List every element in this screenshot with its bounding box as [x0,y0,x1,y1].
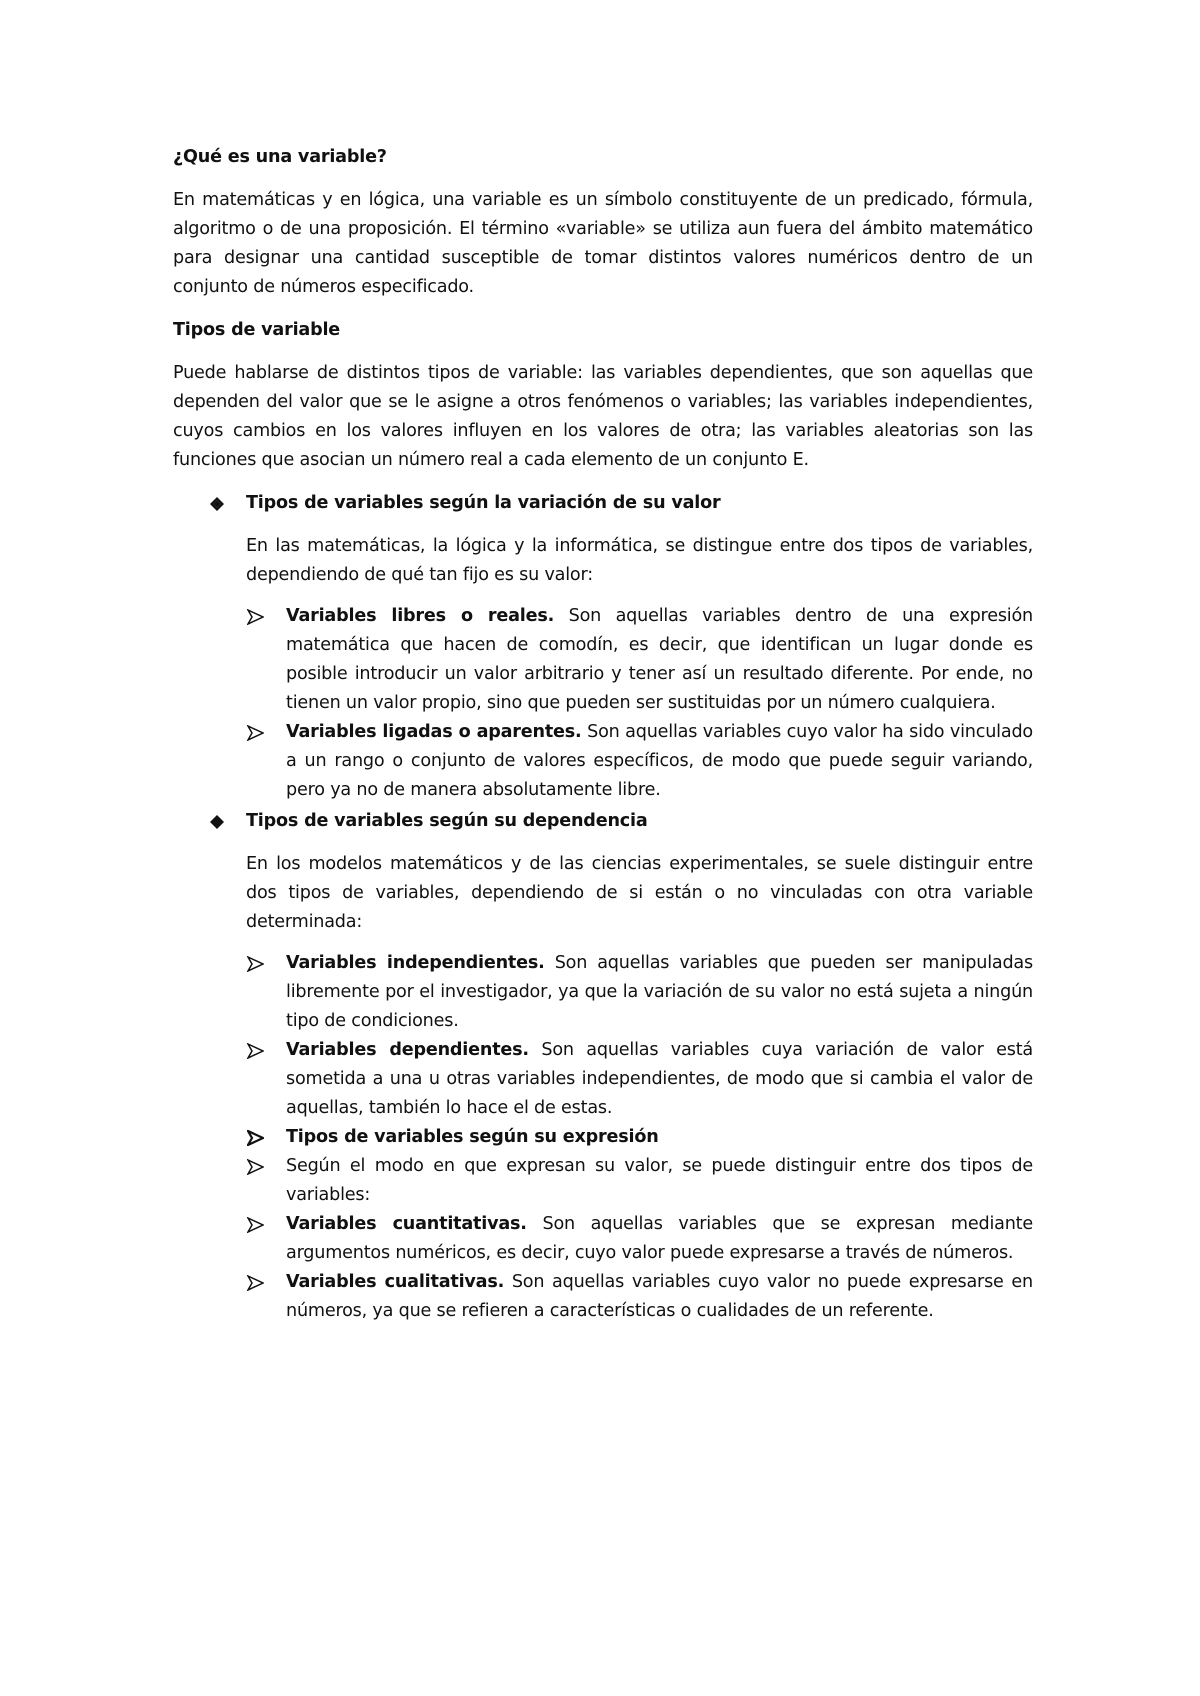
list-item [246,949,1033,1036]
item-text: Son aquellas variables cuya variación de valor está sometida a una u otras variables independientes, de modo que si cambia el valor de aquellas, también lo hace el de estas. [286,1040,1033,1118]
item-term: Variables independientes. [286,953,545,973]
item-term: Variables ligadas o aparentes. [286,722,582,742]
list-item [246,1268,1033,1326]
arrow-bullet-icon [247,725,264,741]
list-item [246,1152,1033,1210]
list-item [246,718,1033,805]
item-term: Variables cualitativas. [286,1272,505,1292]
item-text: Son aquellas variables dentro de una expresión matemática que hacen de comodín, es decir, que identifican un lugar donde es posible introducir un valor arbitrario y tener así un resultado diferente. Por ende, no tienen un valor propio, sino que pueden ser sustituidas por un número cualquiera. [286,606,1033,713]
types-heading: Tipos de variable [173,320,341,340]
arrow-bullet-icon [247,1275,264,1291]
arrow-bullet-icon [247,1130,264,1146]
section-title: Tipos de variables según la variación de su valor [173,489,1033,518]
arrow-bullet-icon [247,956,264,972]
section-title: Tipos de variables según su dependencia [173,807,1033,836]
section-variation [173,489,1033,805]
types-intro-paragraph: Puede hablarse de distintos tipos de variable: las variables dependientes, que son aquellas que dependen del valor que se le asigne a otros fenómenos o variables; las variables independientes, cuyos cambios en los valores influyen en los valores de otra; las variables aleatorias son las funciones que asocian un número real a cada elemento de un conjunto E. [173,363,1033,470]
intro-paragraph: En matemáticas y en lógica, una variable es un símbolo constituyente de un predicado, fórmula, algoritmo o de una proposición. El término «variable» se utiliza aun fuera del ámbito matemático para designar una cantidad susceptible de tomar distintos valores numéricos dentro de un conjunto de números especificado. [173,190,1033,297]
arrow-bullet-icon [247,1159,264,1175]
item-text: Son aquellas variables que se expresan mediante argumentos numéricos, es decir, cuyo valor puede expresarse a través de números. [286,1214,1033,1263]
arrow-bullet-icon [247,1217,264,1233]
list-item [246,602,1033,718]
bullet-list [246,602,1033,805]
arrow-bullet-icon [247,1043,264,1059]
item-term: Tipos de variables según su expresión [286,1127,659,1147]
section-intro: En los modelos matemáticos y de las ciencias experimentales, se suele distinguir entre dos tipos de variables, dependiendo de si están o no vinculadas con otra variable determinada: [246,854,1033,932]
item-term: Variables libres o reales. [286,606,555,626]
arrow-bullet-icon [247,609,264,625]
item-text: Según el modo en que expresan su valor, se puede distinguir entre dos tipos de variables: [286,1156,1033,1205]
item-term: Variables dependientes. [286,1040,529,1060]
item-text: Son aquellas variables cuyo valor no puede expresarse en números, ya que se refieren a características o cualidades de un referente. [286,1272,1033,1321]
section-intro: En las matemáticas, la lógica y la informática, se distingue entre dos tipos de variables, dependiendo de qué tan fijo es su valor: [246,536,1033,585]
list-item [246,1036,1033,1123]
diamond-bullet-icon [210,497,224,511]
document-title: ¿Qué es una variable? [173,147,387,167]
bullet-list [246,949,1033,1326]
list-item [246,1210,1033,1268]
diamond-bullet-icon [210,815,224,829]
section-dependency [173,807,1033,1326]
document-page [173,143,1033,1326]
item-text: Son aquellas variables que pueden ser manipuladas libremente por el investigador, ya que la variación de su valor no está sujeta a ningún tipo de condiciones. [286,953,1033,1031]
item-text: Son aquellas variables cuyo valor ha sido vinculado a un rango o conjunto de valores específicos, de modo que puede seguir variando, pero ya no de manera absolutamente libre. [286,722,1033,800]
list-item [246,1123,1033,1152]
item-term: Variables cuantitativas. [286,1214,527,1234]
